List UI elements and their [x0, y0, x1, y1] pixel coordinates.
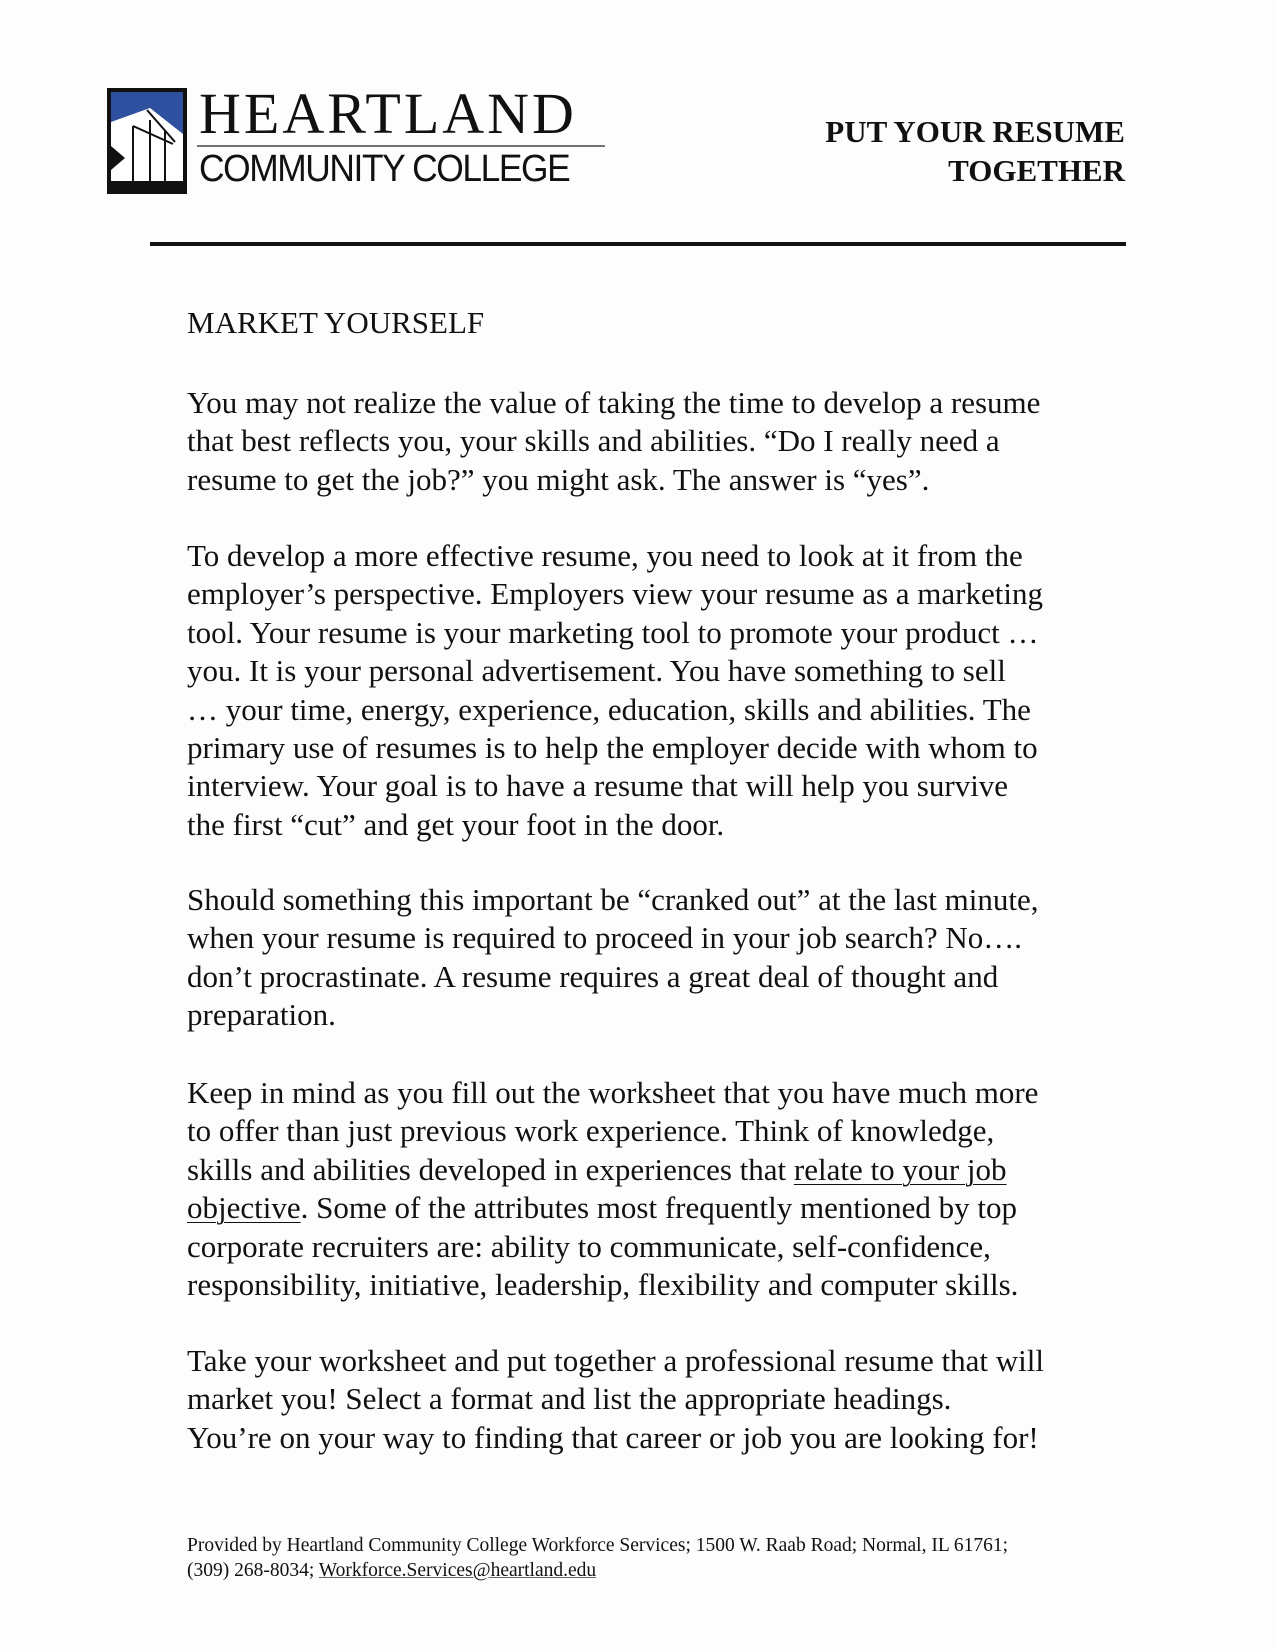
paragraph-3 [187, 881, 1038, 1035]
header-divider [150, 242, 1126, 246]
text-line: corporate recruiters are: ability to communicate, self-confidence, [187, 1228, 991, 1264]
text-line: market you! Select a format and list the appropriate headings. [187, 1381, 952, 1417]
text-line: that best reflects you, your skills and abilities. “Do I really need a [187, 423, 1000, 459]
heartland-logo [105, 81, 615, 196]
text-line: to offer than just previous work experience. Think of knowledge, [187, 1113, 995, 1149]
footer-address: Provided by Heartland Community College Workforce Services; 1500 W. Raab Road; Normal, IL 61761; [187, 1535, 1009, 1556]
text-line: preparation. [187, 997, 336, 1033]
paragraph-4 [187, 1074, 1038, 1304]
title-line: PUT YOUR RESUME [825, 114, 1125, 149]
text-line: To develop a more effective resume, you need to look at it from the [187, 538, 1023, 573]
text-line: Take your worksheet and put together a professional resume that will [187, 1343, 1044, 1378]
section-heading: MARKET YOURSELF [187, 305, 485, 340]
text-line: resume to get the job?” you might ask. The answer is “yes”. [187, 461, 930, 497]
text-line: don’t procrastinate. A resume requires a great deal of thought and [187, 958, 999, 994]
text-line: Keep in mind as you fill out the worksheet that you have much more [187, 1075, 1039, 1110]
underlined-phrase: objective [187, 1190, 301, 1226]
title-line: TOGETHER [948, 153, 1125, 188]
text-segment: skills and abilities developed in experiences that [187, 1151, 794, 1187]
text-line: the first “cut” and get your foot in the door. [187, 806, 725, 842]
email-link[interactable]: Workforce.Services@heartland.edu [318, 1560, 597, 1581]
text-line: employer’s perspective. Employers view your resume as a marketing [187, 576, 1043, 612]
text-line: You may not realize the value of taking the time to develop a resume [187, 385, 1041, 420]
paragraph-1 [187, 384, 1040, 499]
text-line: primary use of resumes is to help the employer decide with whom to [187, 730, 1038, 766]
document-title [825, 112, 1125, 190]
text-line: when your resume is required to proceed in your job search? No…. [187, 920, 1023, 956]
footer [187, 1533, 1008, 1583]
paragraph-2 [187, 537, 1043, 844]
footer-contact [187, 1558, 1008, 1583]
text-line: Should something this important be “cranked out” at the last minute, [187, 882, 1039, 917]
logo-wordmark-heartland: HEARTLAND [199, 81, 577, 146]
text-line: You’re on your way to finding that career or job you are looking for! [187, 1419, 1039, 1455]
text-line: responsibility, initiative, leadership, flexibility and computer skills. [187, 1267, 1019, 1303]
text-line [187, 1151, 1038, 1189]
text-line: you. It is your personal advertisement. You have something to sell [187, 653, 1006, 689]
underlined-phrase: relate to your job [793, 1151, 1007, 1187]
footer-phone: (309) 268-8034; [187, 1560, 319, 1581]
text-line: tool. Your resume is your marketing tool to promote your product … [187, 614, 1039, 650]
logo-wordmark-college: COMMUNITY COLLEGE [199, 148, 570, 190]
text-line: interview. Your goal is to have a resume that will help you survive [187, 768, 1009, 804]
text-line [187, 1189, 1038, 1227]
text-segment: . Some of the attributes most frequently mentioned by top [300, 1190, 1017, 1226]
paragraph-5 [187, 1342, 1044, 1457]
text-line: … your time, energy, experience, education, skills and abilities. The [187, 691, 1031, 727]
